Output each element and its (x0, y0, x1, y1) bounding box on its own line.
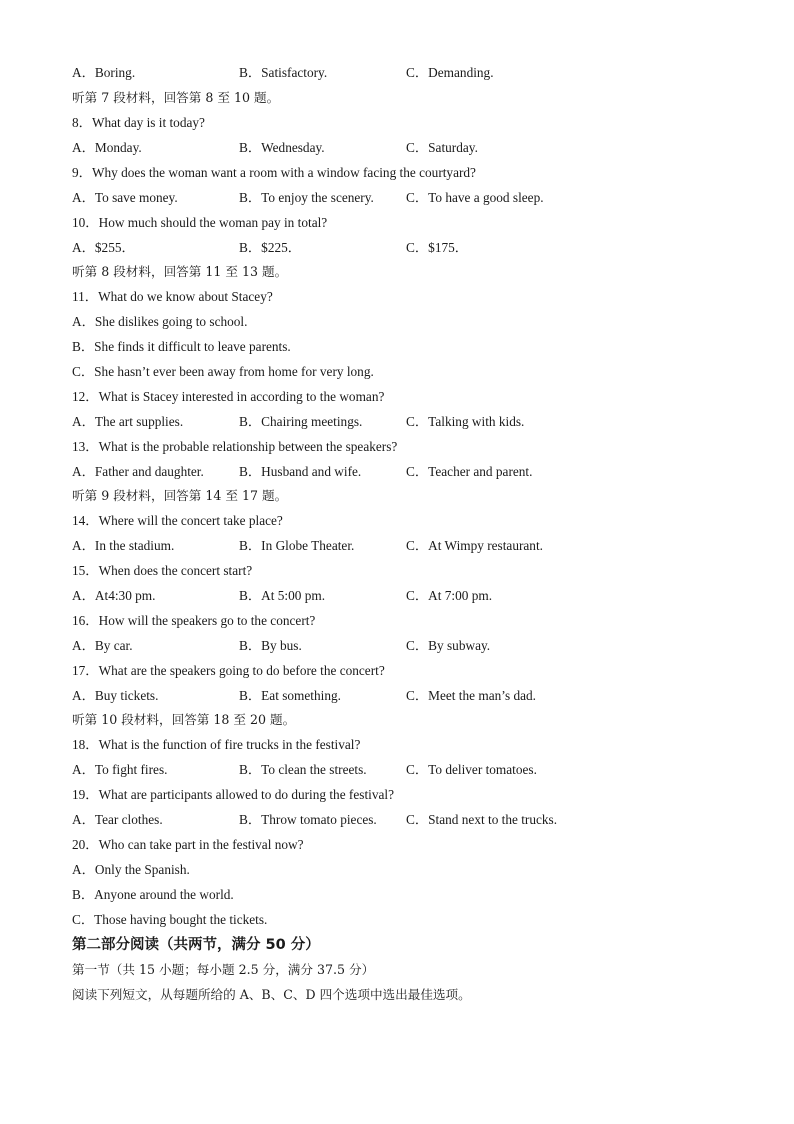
q18-option-c: C．To deliver tomatoes. (406, 762, 537, 777)
q19-question: 19．What are participants allowed to do during the festival? (72, 787, 394, 802)
q11-option-b: B．She finds it difficult to leave parents. (72, 339, 291, 354)
q18-option-a: A．To fight fires. (72, 762, 168, 777)
q7-option-c: C．Demanding. (406, 65, 494, 80)
section-8-instruction: 听第 8 段材料，回答第 11 至 13 题。 (72, 264, 288, 279)
q7-option-a: A．Boring. (72, 65, 136, 80)
q10-question: 10．How much should the woman pay in total? (72, 215, 328, 230)
section-9-instruction: 听第 9 段材料，回答第 14 至 17 题。 (72, 488, 288, 503)
q14-question: 14．Where will the concert take place? (72, 513, 283, 528)
q17-option-a: A．Buy tickets. (72, 688, 159, 703)
q17-option-c: C．Meet the man’s dad. (406, 688, 536, 703)
q15-option-c: C．At 7:00 pm. (406, 588, 493, 603)
q12-question: 12．What is Stacey interested in according to the woman? (72, 389, 385, 404)
q18-option-b: B．To clean the streets. (239, 762, 367, 777)
q11-option-a: A．She dislikes going to school. (72, 314, 248, 329)
q10-option-a: A．$255． (72, 240, 135, 255)
q19-option-c: C．Stand next to the trucks. (406, 812, 558, 827)
q14-option-a: A．In the stadium. (72, 538, 175, 553)
q16-option-a: A．By car. (72, 638, 133, 653)
part2-instruction: 阅读下列短文，从每题所给的 A、B、C、D 四个选项中选出最佳选项。 (72, 987, 471, 1002)
q20-option-b: B．Anyone around the world. (72, 887, 234, 902)
q10-option-c: C．$175． (406, 240, 469, 255)
q12-option-c: C．Talking with kids. (406, 414, 525, 429)
q14-option-b: B．In Globe Theater. (239, 538, 355, 553)
q19-option-a: A．Tear clothes. (72, 812, 163, 827)
q13-option-b: B．Husband and wife. (239, 464, 362, 479)
q16-option-c: C．By subway. (406, 638, 491, 653)
q13-option-a: A．Father and daughter. (72, 464, 204, 479)
q20-question: 20．Who can take part in the festival now? (72, 837, 304, 852)
q13-question: 13．What is the probable relationship between the speakers? (72, 439, 398, 454)
q11-question: 11．What do we know about Stacey? (72, 289, 273, 304)
q17-question: 17．What are the speakers going to do before the concert? (72, 663, 385, 678)
q16-question: 16．How will the speakers go to the concert? (72, 613, 316, 628)
q19-option-b: B．Throw tomato pieces. (239, 812, 377, 827)
q20-option-a: A．Only the Spanish. (72, 862, 190, 877)
q18-question: 18．What is the function of fire trucks in the festival? (72, 737, 361, 752)
q10-option-b: B．$225． (239, 240, 302, 255)
section-7-instruction: 听第 7 段材料，回答第 8 至 10 题。 (72, 90, 280, 105)
q8-option-b: B．Wednesday. (239, 140, 325, 155)
q15-option-b: B．At 5:00 pm. (239, 588, 326, 603)
q14-option-c: C．At Wimpy restaurant. (406, 538, 543, 553)
part2-heading: 第二部分阅读（共两节，满分 50 分） (72, 937, 320, 953)
q15-option-a: A．At4:30 pm. (72, 588, 156, 603)
section-10-instruction: 听第 10 段材料，回答第 18 至 20 题。 (72, 712, 296, 727)
q12-option-b: B．Chairing meetings. (239, 414, 363, 429)
q12-option-a: A．The art supplies. (72, 414, 184, 429)
q15-question: 15．When does the concert start? (72, 563, 253, 578)
q8-question: 8．What day is it today? (72, 115, 205, 130)
q20-option-c: C．Those having bought the tickets. (72, 912, 268, 927)
q8-option-a: A．Monday. (72, 140, 142, 155)
q9-option-a: A．To save money. (72, 190, 178, 205)
q9-option-c: C．To have a good sleep. (406, 190, 544, 205)
q9-question: 9．Why does the woman want a room with a window facing the courtyard? (72, 165, 476, 180)
q13-option-c: C．Teacher and parent. (406, 464, 533, 479)
q17-option-b: B．Eat something. (239, 688, 341, 703)
part2-section1-info: 第一节（共 15 小题；每小题 2.5 分，满分 37.5 分） (72, 962, 375, 977)
q11-option-c: C．She hasn’t ever been away from home for very long. (72, 364, 374, 379)
q7-option-b: B．Satisfactory. (239, 65, 328, 80)
q16-option-b: B．By bus. (239, 638, 302, 653)
q9-option-b: B．To enjoy the scenery. (239, 190, 374, 205)
q8-option-c: C．Saturday. (406, 140, 478, 155)
